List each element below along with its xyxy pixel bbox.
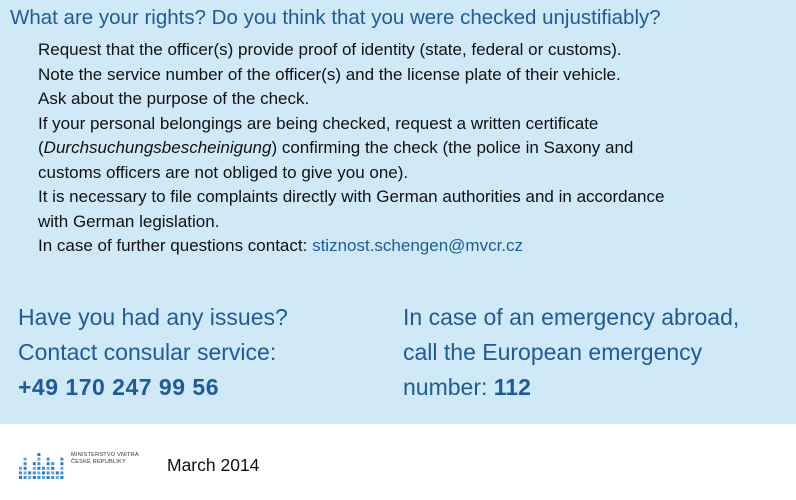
emergency-block [403,300,793,405]
consular-phone: +49 170 247 99 56 [18,374,219,400]
logo-dot [60,476,63,479]
emergency-number-label: number: [403,374,488,400]
logo-dot [60,471,63,474]
logo-dot [33,467,36,470]
logo-dot [37,462,40,465]
emergency-number: 112 [493,374,531,400]
logo-dot [60,458,63,461]
rights-line-belongings: If your personal belongings are being checked, request a written certificate [38,113,599,133]
rights-line-legislation: with German legislation. [38,211,220,231]
logo-dot [51,476,54,479]
logo-dot [24,476,27,479]
rights-line-customs: customs officers are not obliged to give you one). [38,162,409,182]
logo-dot [19,476,22,479]
logo-dot [24,462,27,465]
logo-dot [19,467,22,470]
logo-dot [56,471,59,474]
logo-dot [60,462,63,465]
contact-line [38,234,790,259]
logo-line-2: ČESKÉ REPUBLIKY [71,459,126,465]
emergency-line-number [403,370,793,405]
rights-line-identity: Request that the officer(s) provide proof of identity (state, federal or customs). [38,40,622,59]
logo-dot [33,476,36,479]
logo-dot [42,467,45,470]
footer [0,424,796,500]
emergency-line-abroad: In case of an emergency abroad, [403,304,740,330]
logo-dot [47,467,50,470]
consular-line-contact: Contact consular service: [18,339,277,365]
logo-dot [47,458,50,461]
certificate-term: Durchsuchungsbescheinigung [43,138,272,157]
contact-email-link[interactable]: stiznost.schengen@mvcr.cz [312,236,524,255]
emergency-line-call: call the European emergency [403,339,703,365]
logo-dot [42,471,45,474]
logo-dot [37,471,40,474]
rights-line-service-number: Note the service number of the officer(s) and the license plate of their vehicle. [38,64,621,84]
logo-dot [60,467,63,470]
logo-dot [37,453,40,456]
logo-dot [56,476,59,479]
rights-line-purpose: Ask about the purpose of the check. [38,89,310,108]
consular-block [18,300,378,405]
contact-prefix: In case of further questions contact: [38,236,308,255]
logo-dot [24,467,27,470]
logo-dot [47,462,50,465]
consular-line-issues: Have you had any issues? [18,304,288,330]
rights-line-certificate: (Durchsuchungsbescheinigung) confirming the check (the police in Saxony and [38,138,634,157]
ministry-logo-text [71,452,167,466]
rights-list [38,38,790,259]
logo-dot [42,476,45,479]
logo-dot [19,471,22,474]
logo-dot [51,462,54,465]
logo-dot [51,467,54,470]
publication-date: March 2014 [167,455,260,475]
logo-dot [24,458,27,461]
logo-dot [28,476,31,479]
ministry-logo-icon [17,444,67,480]
logo-dot [51,471,54,474]
ministry-logo [17,444,167,484]
logo-dot [33,462,36,465]
logo-dot [33,471,36,474]
logo-dot [37,458,40,461]
logo-dot [24,471,27,474]
rights-heading: What are your rights? Do you think that you were checked unjustifiably? [10,6,661,29]
logo-line-1: MINISTERSTVO VNITRA [71,452,139,458]
logo-dot [37,467,40,470]
rights-line-complaints: It is necessary to file complaints directly with German authorities and in accordance [38,187,665,206]
logo-dot [47,471,50,474]
logo-dot [28,471,31,474]
logo-dot [47,476,50,479]
logo-dot [37,476,40,479]
